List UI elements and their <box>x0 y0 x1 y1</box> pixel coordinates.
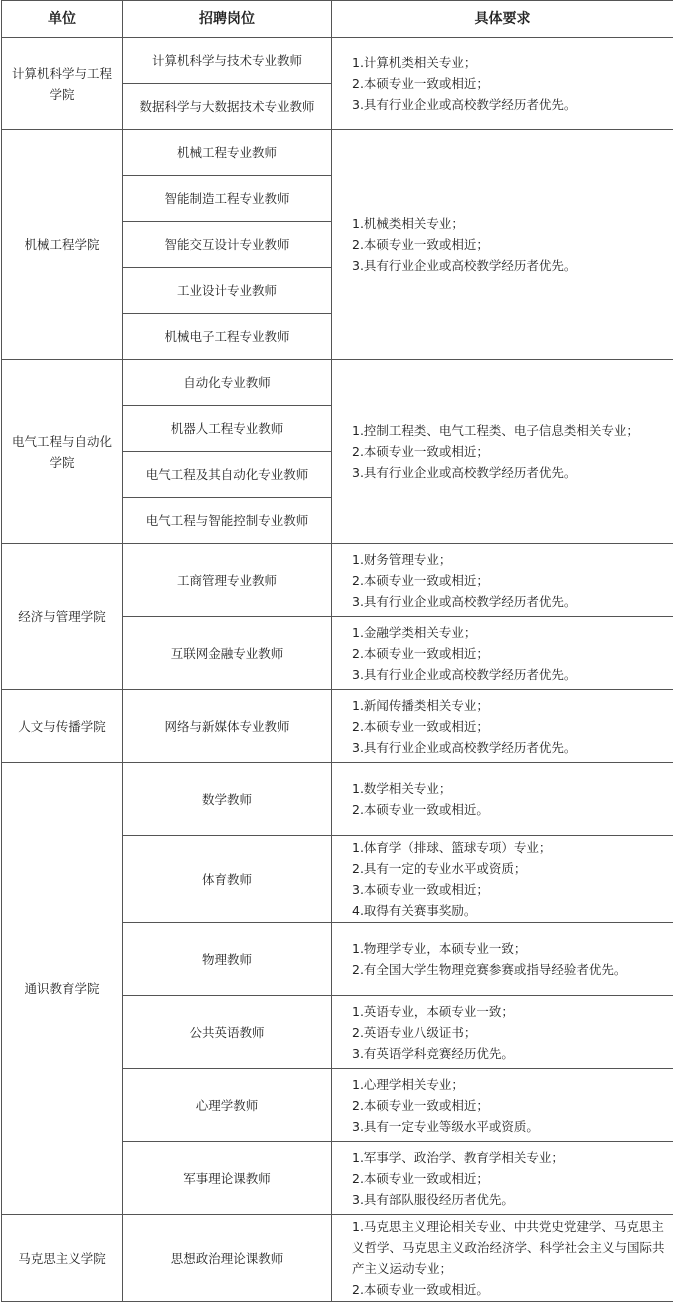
table-header-row <box>2 1 673 38</box>
position-cell: 心理学教师 <box>123 1069 332 1142</box>
position-cell: 电气工程及其自动化专业教师 <box>123 452 332 498</box>
table-row <box>2 360 673 406</box>
table-row <box>2 690 673 763</box>
unit-cell: 马克思主义学院 <box>2 1215 123 1302</box>
header-position: 招聘岗位 <box>123 1 332 38</box>
position-cell: 互联网金融专业教师 <box>123 617 332 690</box>
unit-cell: 计算机科学与工程学院 <box>2 38 123 130</box>
requirement-cell: 1.机械类相关专业； 2.本硕专业一致或相近； 3.具有行业企业或高校教学经历者优先。 <box>332 130 673 360</box>
position-cell: 机器人工程专业教师 <box>123 406 332 452</box>
position-cell: 工业设计专业教师 <box>123 268 332 314</box>
requirement-cell: 1.体育学（排球、篮球专项）专业； 2.具有一定的专业水平或资质； 3.本硕专业一致或相近； 4.取得有关赛事奖励。 <box>332 836 673 923</box>
requirement-cell: 1.控制工程类、电气工程类、电子信息类相关专业； 2.本硕专业一致或相近； 3.具有行业企业或高校教学经历者优先。 <box>332 360 673 544</box>
position-cell: 机械电子工程专业教师 <box>123 314 332 360</box>
requirement-cell: 1.数学相关专业； 2.本硕专业一致或相近。 <box>332 763 673 836</box>
position-cell: 数据科学与大数据技术专业教师 <box>123 84 332 130</box>
table-row <box>2 1215 673 1302</box>
position-cell: 数学教师 <box>123 763 332 836</box>
table-row <box>2 38 673 84</box>
position-cell: 计算机科学与技术专业教师 <box>123 38 332 84</box>
position-cell: 机械工程专业教师 <box>123 130 332 176</box>
position-cell: 电气工程与智能控制专业教师 <box>123 498 332 544</box>
position-cell: 军事理论课教师 <box>123 1142 332 1215</box>
requirement-cell: 1.财务管理专业； 2.本硕专业一致或相近； 3.具有行业企业或高校教学经历者优先。 <box>332 544 673 617</box>
unit-cell: 经济与管理学院 <box>2 544 123 690</box>
requirement-cell: 1.马克思主义理论相关专业、中共党史党建学、马克思主义哲学、马克思主义政治经济学、科学社会主义与国际共产主义运动专业； 2.本硕专业一致或相近。 <box>332 1215 673 1302</box>
requirement-cell: 1.物理学专业，本硕专业一致； 2.有全国大学生物理竞赛参赛或指导经验者优先。 <box>332 923 673 996</box>
table-row <box>2 130 673 176</box>
position-cell: 智能交互设计专业教师 <box>123 222 332 268</box>
position-cell: 网络与新媒体专业教师 <box>123 690 332 763</box>
recruitment-table <box>1 0 673 1302</box>
requirement-cell: 1.金融学类相关专业； 2.本硕专业一致或相近； 3.具有行业企业或高校教学经历者优先。 <box>332 617 673 690</box>
table-row <box>2 544 673 617</box>
table-row <box>2 763 673 836</box>
header-requirement: 具体要求 <box>332 1 673 38</box>
requirement-cell: 1.英语专业，本硕专业一致； 2.英语专业八级证书； 3.有英语学科竞赛经历优先。 <box>332 996 673 1069</box>
requirement-cell: 1.新闻传播类相关专业； 2.本硕专业一致或相近； 3.具有行业企业或高校教学经历者优先。 <box>332 690 673 763</box>
position-cell: 工商管理专业教师 <box>123 544 332 617</box>
requirement-cell: 1.计算机类相关专业； 2.本硕专业一致或相近； 3.具有行业企业或高校教学经历者优先。 <box>332 38 673 130</box>
position-cell: 公共英语教师 <box>123 996 332 1069</box>
position-cell: 思想政治理论课教师 <box>123 1215 332 1302</box>
unit-cell: 通识教育学院 <box>2 763 123 1215</box>
position-cell: 智能制造工程专业教师 <box>123 176 332 222</box>
unit-cell: 电气工程与自动化学院 <box>2 360 123 544</box>
requirement-cell: 1.心理学相关专业； 2.本硕专业一致或相近； 3.具有一定专业等级水平或资质。 <box>332 1069 673 1142</box>
unit-cell: 机械工程学院 <box>2 130 123 360</box>
unit-cell: 人文与传播学院 <box>2 690 123 763</box>
position-cell: 体育教师 <box>123 836 332 923</box>
header-unit: 单位 <box>2 1 123 38</box>
requirement-cell: 1.军事学、政治学、教育学相关专业； 2.本硕专业一致或相近； 3.具有部队服役经历者优先。 <box>332 1142 673 1215</box>
position-cell: 物理教师 <box>123 923 332 996</box>
position-cell: 自动化专业教师 <box>123 360 332 406</box>
